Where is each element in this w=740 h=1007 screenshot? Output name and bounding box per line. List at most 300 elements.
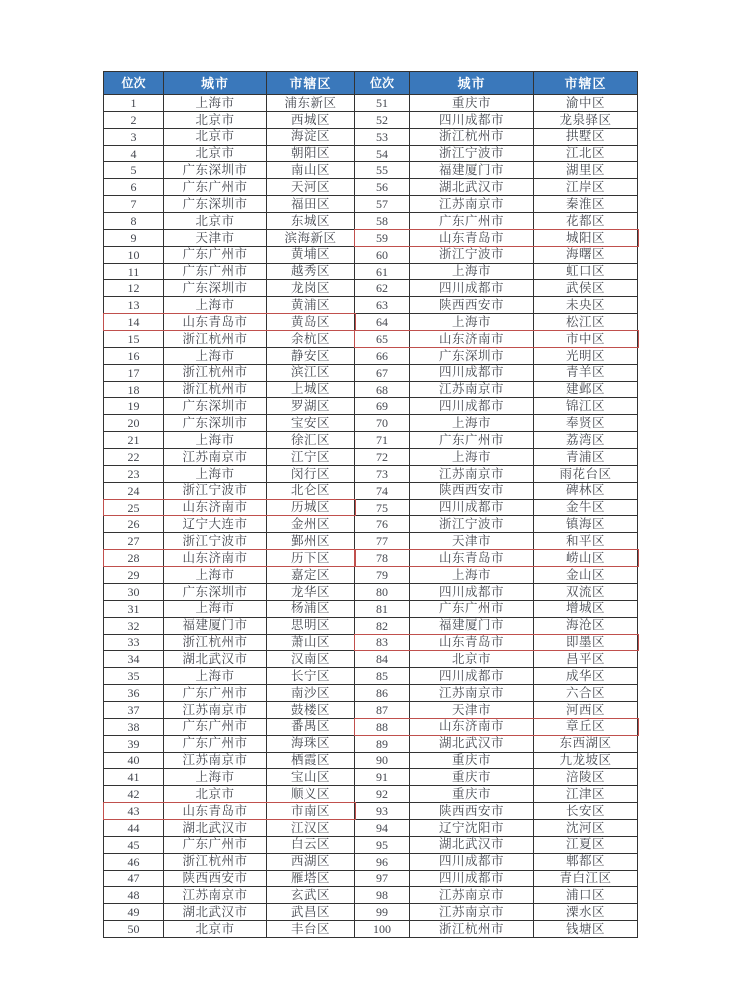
rank-cell: 43 [104, 803, 164, 820]
rank-cell: 100 [355, 921, 410, 938]
rank-cell: 76 [355, 516, 410, 533]
district-cell: 崂山区 [534, 550, 638, 567]
table-row [104, 516, 355, 533]
district-cell: 嘉定区 [267, 567, 355, 584]
city-cell: 湖北武汉市 [164, 820, 267, 837]
district-cell: 思明区 [267, 618, 355, 635]
district-cell: 长宁区 [267, 668, 355, 685]
table-row [355, 162, 638, 179]
city-cell: 浙江杭州市 [164, 365, 267, 382]
rank-cell: 80 [355, 584, 410, 601]
district-cell: 鼓楼区 [267, 702, 355, 719]
district-cell: 金州区 [267, 516, 355, 533]
rank-cell: 52 [355, 112, 410, 129]
city-cell: 四川成都市 [410, 854, 534, 871]
header-rank: 位次 [355, 72, 410, 95]
rank-cell: 32 [104, 618, 164, 635]
city-cell: 四川成都市 [410, 398, 534, 415]
rank-cell: 88 [355, 719, 410, 736]
rank-cell: 59 [355, 230, 410, 247]
table-row [104, 382, 355, 399]
city-cell: 湖北武汉市 [410, 179, 534, 196]
city-cell: 山东济南市 [410, 719, 534, 736]
district-cell: 市中区 [534, 331, 638, 348]
table-row [104, 854, 355, 871]
district-cell: 光明区 [534, 348, 638, 365]
rank-cell: 96 [355, 854, 410, 871]
table-row [355, 213, 638, 230]
district-cell: 虹口区 [534, 264, 638, 281]
table-row [355, 618, 638, 635]
city-cell: 广东广州市 [164, 179, 267, 196]
table-row-highlighted [355, 230, 638, 247]
district-cell: 浦口区 [534, 887, 638, 904]
table-row [104, 162, 355, 179]
table-row [355, 516, 638, 533]
city-cell: 天津市 [410, 533, 534, 550]
rank-cell: 54 [355, 146, 410, 163]
district-cell: 六合区 [534, 685, 638, 702]
table-row [355, 264, 638, 281]
table-row [104, 618, 355, 635]
table-row [355, 854, 638, 871]
city-cell: 广东深圳市 [410, 348, 534, 365]
city-cell: 北京市 [164, 129, 267, 146]
district-cell: 金牛区 [534, 500, 638, 517]
district-cell: 和平区 [534, 533, 638, 550]
table-row [355, 887, 638, 904]
header-district: 市辖区 [267, 72, 355, 95]
rank-cell: 97 [355, 871, 410, 888]
city-cell: 江苏南京市 [410, 887, 534, 904]
rank-cell: 42 [104, 786, 164, 803]
rank-cell: 71 [355, 432, 410, 449]
city-cell: 湖北武汉市 [164, 651, 267, 668]
city-cell: 湖北武汉市 [410, 736, 534, 753]
rank-cell: 53 [355, 129, 410, 146]
table-row [104, 651, 355, 668]
district-cell: 长安区 [534, 803, 638, 820]
table-row [355, 871, 638, 888]
rank-cell: 23 [104, 466, 164, 483]
table-row [104, 719, 355, 736]
rank-cell: 57 [355, 196, 410, 213]
rank-cell: 4 [104, 146, 164, 163]
table-row [104, 398, 355, 415]
city-cell: 浙江宁波市 [164, 483, 267, 500]
ranking-table [103, 71, 638, 938]
district-cell: 龙华区 [267, 584, 355, 601]
district-cell: 拱墅区 [534, 129, 638, 146]
city-cell: 陕西西安市 [410, 803, 534, 820]
rank-cell: 25 [104, 500, 164, 517]
table-row [104, 533, 355, 550]
table-row [355, 803, 638, 820]
table-header-row [355, 72, 638, 95]
district-cell: 金山区 [534, 567, 638, 584]
table-row [355, 769, 638, 786]
table-header-row [104, 72, 355, 95]
city-cell: 上海市 [164, 297, 267, 314]
table-row [104, 348, 355, 365]
city-cell: 广东广州市 [164, 736, 267, 753]
city-cell: 山东济南市 [164, 550, 267, 567]
district-cell: 黄浦区 [267, 297, 355, 314]
rank-cell: 3 [104, 129, 164, 146]
district-cell: 江宁区 [267, 449, 355, 466]
rank-cell: 95 [355, 837, 410, 854]
rank-cell: 89 [355, 736, 410, 753]
city-cell: 广东广州市 [164, 247, 267, 264]
city-cell: 广东广州市 [410, 601, 534, 618]
district-cell: 闵行区 [267, 466, 355, 483]
city-cell: 上海市 [410, 449, 534, 466]
district-cell: 青羊区 [534, 365, 638, 382]
table-row [355, 651, 638, 668]
district-cell: 上城区 [267, 382, 355, 399]
rank-cell: 33 [104, 635, 164, 652]
rank-cell: 20 [104, 415, 164, 432]
city-cell: 上海市 [164, 95, 267, 112]
district-cell: 番禺区 [267, 719, 355, 736]
district-cell: 西城区 [267, 112, 355, 129]
district-cell: 北仑区 [267, 483, 355, 500]
city-cell: 山东青岛市 [164, 803, 267, 820]
district-cell: 宝安区 [267, 415, 355, 432]
table-row [104, 904, 355, 921]
rank-cell: 47 [104, 871, 164, 888]
table-row [104, 432, 355, 449]
table-row [104, 668, 355, 685]
table-row-highlighted [104, 550, 355, 567]
table-row [355, 567, 638, 584]
table-row [355, 837, 638, 854]
rank-cell: 29 [104, 567, 164, 584]
table-row [104, 365, 355, 382]
city-cell: 四川成都市 [410, 365, 534, 382]
rank-cell: 12 [104, 280, 164, 297]
city-cell: 广东广州市 [164, 719, 267, 736]
city-cell: 四川成都市 [410, 871, 534, 888]
rank-cell: 40 [104, 753, 164, 770]
rank-cell: 38 [104, 719, 164, 736]
district-cell: 城阳区 [534, 230, 638, 247]
table-row [355, 398, 638, 415]
city-cell: 上海市 [410, 314, 534, 331]
rank-cell: 58 [355, 213, 410, 230]
city-cell: 上海市 [164, 348, 267, 365]
rank-cell: 8 [104, 213, 164, 230]
city-cell: 四川成都市 [410, 500, 534, 517]
table-row [355, 146, 638, 163]
rank-cell: 2 [104, 112, 164, 129]
district-cell: 海珠区 [267, 736, 355, 753]
table-row [104, 247, 355, 264]
table-row [355, 533, 638, 550]
city-cell: 江苏南京市 [410, 685, 534, 702]
rank-cell: 14 [104, 314, 164, 331]
city-cell: 上海市 [410, 567, 534, 584]
district-cell: 沈河区 [534, 820, 638, 837]
rank-cell: 46 [104, 854, 164, 871]
city-cell: 广东深圳市 [164, 162, 267, 179]
table-row-highlighted [355, 331, 638, 348]
rank-cell: 50 [104, 921, 164, 938]
city-cell: 福建厦门市 [410, 618, 534, 635]
table-row [104, 95, 355, 112]
rank-cell: 77 [355, 533, 410, 550]
district-cell: 镇海区 [534, 516, 638, 533]
district-cell: 海淀区 [267, 129, 355, 146]
rank-cell: 63 [355, 297, 410, 314]
rank-cell: 62 [355, 280, 410, 297]
table-row [104, 230, 355, 247]
city-cell: 山东济南市 [410, 331, 534, 348]
district-cell: 市南区 [267, 803, 355, 820]
rank-cell: 45 [104, 837, 164, 854]
rank-cell: 44 [104, 820, 164, 837]
district-cell: 余杭区 [267, 331, 355, 348]
rank-cell: 87 [355, 702, 410, 719]
city-cell: 山东济南市 [164, 500, 267, 517]
rank-cell: 65 [355, 331, 410, 348]
district-cell: 雨花台区 [534, 466, 638, 483]
table-left-half [104, 72, 355, 938]
city-cell: 四川成都市 [410, 668, 534, 685]
table-row [104, 753, 355, 770]
rank-cell: 81 [355, 601, 410, 618]
rank-cell: 83 [355, 635, 410, 652]
table-row [355, 112, 638, 129]
city-cell: 广东广州市 [164, 685, 267, 702]
rank-cell: 82 [355, 618, 410, 635]
rank-cell: 70 [355, 415, 410, 432]
district-cell: 越秀区 [267, 264, 355, 281]
city-cell: 山东青岛市 [410, 230, 534, 247]
city-cell: 广东广州市 [410, 432, 534, 449]
header-rank: 位次 [104, 72, 164, 95]
district-cell: 龙岗区 [267, 280, 355, 297]
table-row [355, 415, 638, 432]
city-cell: 山东青岛市 [164, 314, 267, 331]
rank-cell: 48 [104, 887, 164, 904]
table-row [355, 348, 638, 365]
table-row [104, 179, 355, 196]
rank-cell: 74 [355, 483, 410, 500]
rank-cell: 27 [104, 533, 164, 550]
city-cell: 浙江杭州市 [164, 331, 267, 348]
table-row [355, 466, 638, 483]
district-cell: 历城区 [267, 500, 355, 517]
district-cell: 湖里区 [534, 162, 638, 179]
city-cell: 上海市 [164, 466, 267, 483]
table-row [104, 466, 355, 483]
header-district: 市辖区 [534, 72, 638, 95]
rank-cell: 28 [104, 550, 164, 567]
table-row [104, 331, 355, 348]
city-cell: 湖北武汉市 [410, 837, 534, 854]
rank-cell: 31 [104, 601, 164, 618]
district-cell: 河西区 [534, 702, 638, 719]
district-cell: 浦东新区 [267, 95, 355, 112]
rank-cell: 37 [104, 702, 164, 719]
city-cell: 四川成都市 [410, 584, 534, 601]
city-cell: 北京市 [164, 213, 267, 230]
table-row [355, 179, 638, 196]
district-cell: 秦淮区 [534, 196, 638, 213]
district-cell: 增城区 [534, 601, 638, 618]
table-row [355, 601, 638, 618]
rank-cell: 24 [104, 483, 164, 500]
district-cell: 渝中区 [534, 95, 638, 112]
city-cell: 福建厦门市 [164, 618, 267, 635]
city-cell: 山东青岛市 [410, 550, 534, 567]
rank-cell: 55 [355, 162, 410, 179]
district-cell: 青浦区 [534, 449, 638, 466]
city-cell: 辽宁沈阳市 [410, 820, 534, 837]
city-cell: 上海市 [410, 264, 534, 281]
district-cell: 荔湾区 [534, 432, 638, 449]
district-cell: 宝山区 [267, 769, 355, 786]
district-cell: 建邺区 [534, 382, 638, 399]
district-cell: 溧水区 [534, 904, 638, 921]
district-cell: 九龙坡区 [534, 753, 638, 770]
table-row [355, 702, 638, 719]
rank-cell: 79 [355, 567, 410, 584]
city-cell: 北京市 [164, 112, 267, 129]
rank-cell: 91 [355, 769, 410, 786]
table-row [355, 904, 638, 921]
district-cell: 松江区 [534, 314, 638, 331]
rank-cell: 15 [104, 331, 164, 348]
table-row [104, 702, 355, 719]
header-city: 城市 [164, 72, 267, 95]
city-cell: 浙江宁波市 [410, 247, 534, 264]
district-cell: 成华区 [534, 668, 638, 685]
district-cell: 萧山区 [267, 635, 355, 652]
rank-cell: 67 [355, 365, 410, 382]
table-row [355, 820, 638, 837]
district-cell: 海沧区 [534, 618, 638, 635]
district-cell: 江北区 [534, 146, 638, 163]
city-cell: 江苏南京市 [410, 196, 534, 213]
city-cell: 上海市 [164, 668, 267, 685]
table-row [355, 382, 638, 399]
rank-cell: 17 [104, 365, 164, 382]
city-cell: 广东深圳市 [164, 280, 267, 297]
table-row [355, 685, 638, 702]
district-cell: 江岸区 [534, 179, 638, 196]
district-cell: 花都区 [534, 213, 638, 230]
district-cell: 罗湖区 [267, 398, 355, 415]
rank-cell: 6 [104, 179, 164, 196]
table-row [104, 112, 355, 129]
city-cell: 陕西西安市 [410, 297, 534, 314]
rank-cell: 69 [355, 398, 410, 415]
table-row [355, 196, 638, 213]
rank-cell: 56 [355, 179, 410, 196]
table-row [104, 449, 355, 466]
district-cell: 朝阳区 [267, 146, 355, 163]
rank-cell: 30 [104, 584, 164, 601]
rank-cell: 21 [104, 432, 164, 449]
table-row [355, 314, 638, 331]
rank-cell: 86 [355, 685, 410, 702]
district-cell: 雁塔区 [267, 871, 355, 888]
city-cell: 江苏南京市 [164, 753, 267, 770]
table-row [104, 567, 355, 584]
table-row [104, 871, 355, 888]
city-cell: 广东深圳市 [164, 584, 267, 601]
district-cell: 江夏区 [534, 837, 638, 854]
table-row [355, 280, 638, 297]
district-cell: 丰台区 [267, 921, 355, 938]
city-cell: 浙江杭州市 [164, 382, 267, 399]
district-cell: 黄埔区 [267, 247, 355, 264]
rank-cell: 10 [104, 247, 164, 264]
city-cell: 浙江杭州市 [164, 635, 267, 652]
rank-cell: 92 [355, 786, 410, 803]
rank-cell: 61 [355, 264, 410, 281]
city-cell: 浙江宁波市 [410, 146, 534, 163]
district-cell: 碑林区 [534, 483, 638, 500]
table-row [104, 921, 355, 938]
rank-cell: 19 [104, 398, 164, 415]
district-cell: 双流区 [534, 584, 638, 601]
district-cell: 青白江区 [534, 871, 638, 888]
table-row [355, 297, 638, 314]
table-row-highlighted [104, 314, 355, 331]
table-row [104, 635, 355, 652]
rank-cell: 73 [355, 466, 410, 483]
rank-cell: 35 [104, 668, 164, 685]
district-cell: 黄岛区 [267, 314, 355, 331]
rank-cell: 34 [104, 651, 164, 668]
city-cell: 福建厦门市 [410, 162, 534, 179]
city-cell: 江苏南京市 [410, 382, 534, 399]
rank-cell: 49 [104, 904, 164, 921]
district-cell: 历下区 [267, 550, 355, 567]
district-cell: 西湖区 [267, 854, 355, 871]
rank-cell: 22 [104, 449, 164, 466]
city-cell: 江苏南京市 [410, 904, 534, 921]
table-row [355, 365, 638, 382]
table-row-highlighted [355, 550, 638, 567]
rank-cell: 75 [355, 500, 410, 517]
city-cell: 天津市 [410, 702, 534, 719]
table-row [355, 129, 638, 146]
table-row [104, 196, 355, 213]
district-cell: 东西湖区 [534, 736, 638, 753]
rank-cell: 26 [104, 516, 164, 533]
city-cell: 浙江杭州市 [410, 129, 534, 146]
rank-cell: 18 [104, 382, 164, 399]
city-cell: 辽宁大连市 [164, 516, 267, 533]
city-cell: 浙江宁波市 [410, 516, 534, 533]
district-cell: 顺义区 [267, 786, 355, 803]
table-row [104, 820, 355, 837]
district-cell: 昌平区 [534, 651, 638, 668]
district-cell: 江津区 [534, 786, 638, 803]
district-cell: 郫都区 [534, 854, 638, 871]
district-cell: 鄞州区 [267, 533, 355, 550]
rank-cell: 98 [355, 887, 410, 904]
city-cell: 广东深圳市 [164, 398, 267, 415]
city-cell: 陕西西安市 [164, 871, 267, 888]
rank-cell: 11 [104, 264, 164, 281]
table-row [355, 736, 638, 753]
table-row [355, 483, 638, 500]
